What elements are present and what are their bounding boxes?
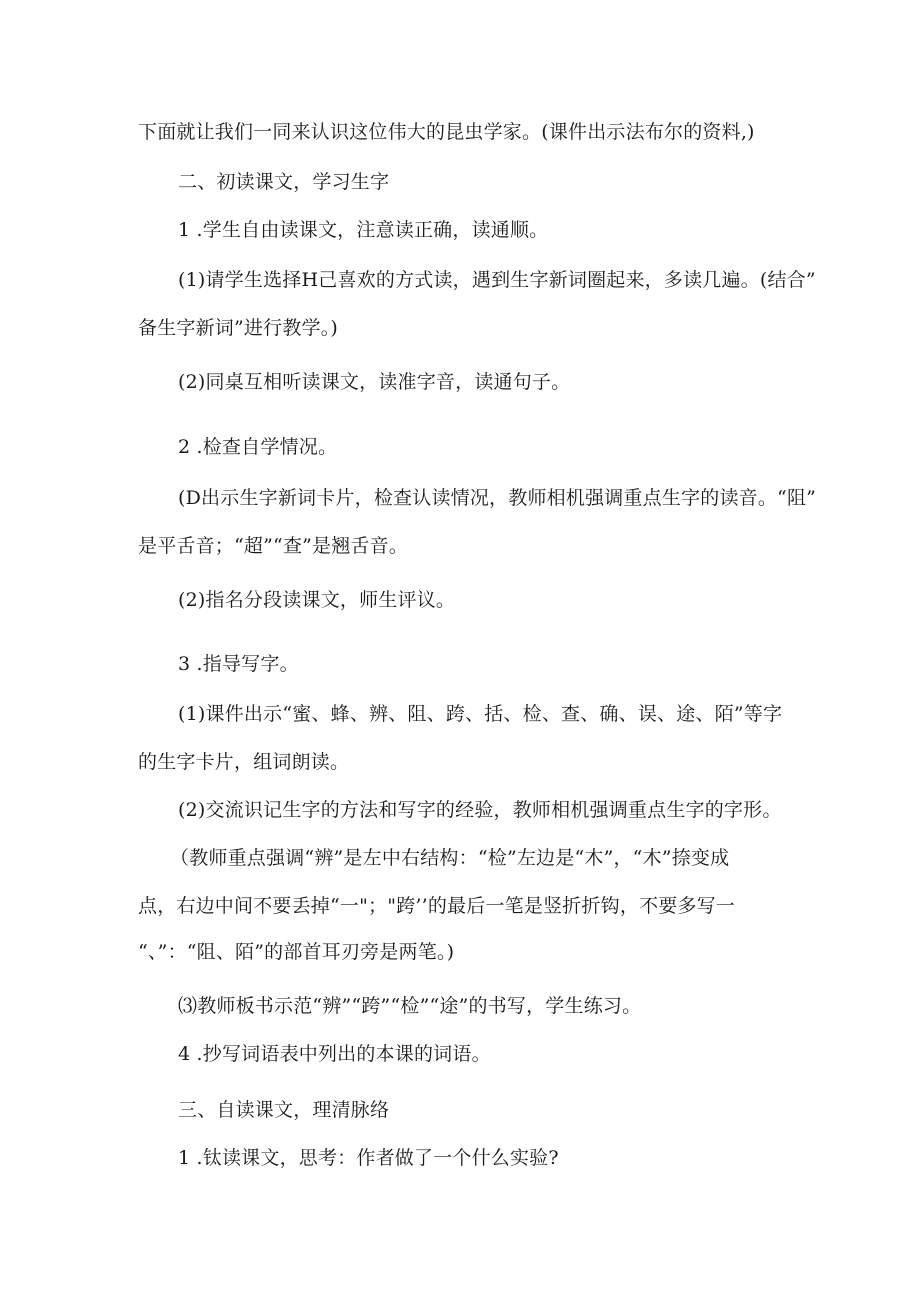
step-3-item-1-cont: 的生字卡片，组词朗读。 — [138, 751, 350, 773]
section-heading-2: 二、初读课文，学习生字 — [178, 171, 390, 193]
section-heading-3: 三、自读课文，理清脉络 — [178, 1099, 390, 1121]
step-2-item-1: (D出示生字新词卡片，检查认读情况，教师相机强调重点生字的读音。“阻” — [178, 487, 817, 509]
step-1-item-1-cont: 备生字新词”进行教学。) — [138, 317, 339, 339]
step-1-heading: 1 .学生自由读课文，注意读正确，读通顺。 — [178, 219, 549, 241]
step-3-note-line-2: 点，右边中间不要丢掉“一"；"跨’’的最后一笔是竖折折钩，不要多写一 — [138, 895, 736, 917]
step-3-note-line-3: “、”：“阻、陌”的部首耳刃旁是两笔。) — [138, 941, 455, 963]
step-3-item-3: ⑶教师板书示范“辨”“跨”“检”“途”的书写，学生练习。 — [178, 995, 642, 1017]
step-3-item-1: (1)课件出示“蜜、蜂、辨、阻、跨、括、检、查、确、误、途、陌”等字 — [178, 703, 783, 725]
step-3-note-line-1: （教师重点强调“辨”是左中右结构：“检”左边是“木”，“木”捺变成 — [170, 847, 730, 869]
step-1-item-2: (2)同桌互相听读课文，读准字音，读通句子。 — [178, 371, 571, 393]
step-3-item-2: (2)交流识记生字的方法和写字的经验，教师相机强调重点生字的字形。 — [178, 799, 782, 821]
step-2-item-1-cont: 是平舌音；“超”“查”是翘舌音。 — [138, 535, 409, 557]
section-3-step-1: 1 .钛读课文，思考：作者做了一个什么实验? — [178, 1147, 559, 1169]
step-2-heading: 2 .检查自学情况。 — [178, 436, 338, 458]
step-3-heading: 3 .指导写字。 — [178, 653, 299, 675]
step-1-item-1: (1)请学生选择H己喜欢的方式读，遇到生字新词圈起来，多读几遍。(结合” — [178, 269, 816, 291]
step-4-heading: 4 .抄写词语表中列出的本课的词语。 — [178, 1043, 491, 1065]
paragraph-line-intro: 下面就让我们一同来认识这位伟大的昆虫学家。(课件出示法布尔的资料,) — [138, 121, 755, 143]
step-2-item-2: (2)指名分段读课文，师生评议。 — [178, 589, 456, 611]
